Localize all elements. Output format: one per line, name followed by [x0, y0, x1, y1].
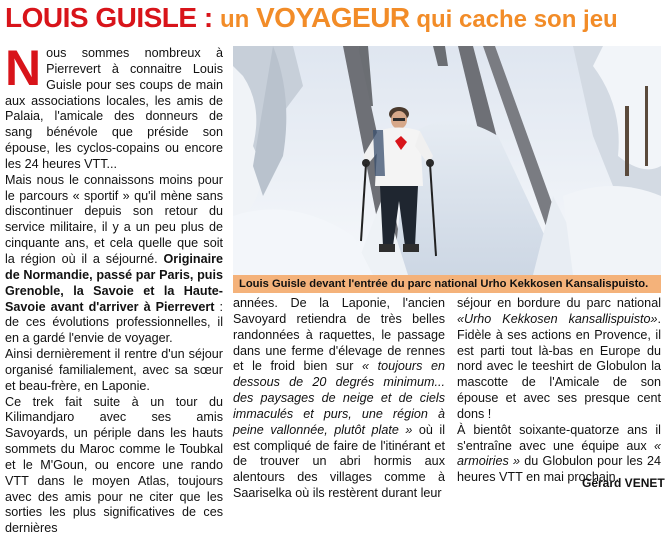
snow-scene-image	[233, 46, 661, 275]
paragraph-parc-b: . Fidèle à ses actions en Provence, il est parti tout là-bas en Europe du nord avec le teeshirt de Globulon la mascotte de l'Amicale de son épouse et avec ses presque cent dons !	[457, 311, 661, 421]
paragraph-laponie: Ainsi dernièrement il rentre d'un séjour organisé familialement, avec sa sœur et beau-frère, en Laponie.	[5, 347, 223, 393]
headline-tail: qui cache son jeu	[409, 6, 618, 33]
headline-word-un: un	[219, 6, 256, 33]
paragraph-sport	[5, 173, 223, 347]
park-name: «Urho Kekkosen kansallispuisto»	[457, 311, 658, 326]
headline-name: LOUIS GUISLE	[5, 2, 197, 33]
paragraph-laponie-a: années. De la Laponie, l'ancien Savoyard retiendra de très belles randonnées à raquettes, le passage dans une ferme d'élevage de rennes et le froid bien sur	[233, 296, 445, 374]
paragraph-parc-a: séjour en bordure du parc national	[457, 296, 661, 310]
headline-colon: :	[196, 2, 220, 33]
author-signature: Gérard VENET	[582, 476, 665, 490]
paragraph-sport-bold: Originaire de Normandie, passé par Paris, puis Grenoble, la Savoie et la Haute-Savoie avant d'arriver à Pierrevert	[5, 251, 223, 314]
paragraph-laponie-b: où il est compliqué de faire de l'itinérant et de trouver un abri hormis aux alentours des villages comme à Saariselka où ils restèrent durant leur	[233, 422, 445, 501]
headline-word-voyageur: VOYAGEUR	[255, 2, 410, 33]
article-column-3	[457, 296, 661, 486]
paragraph-trek: Ce trek fait suite à un tour du Kilimandjaro avec ses amis Savoyards, un périple dans les hauts sommets du Maroc comme le Toubkal et le M'Goun, ou encore une rando VTT dans le moyen Atlas, toujours avec des amis pour ne citer que les sorties les plus significatives de ces dernières	[5, 394, 223, 536]
paragraph-entrainement-b: du Globulon pour les 24 heures VTT en mai prochain.	[457, 454, 661, 485]
paragraph-entrainement-a: À bientôt soixante-quatorze ans il s'entraîne avec une équipe aux	[457, 422, 661, 453]
photo-caption: Louis Guisle devant l'entrée du parc national Urho Kekkosen Kansalispuisto.	[233, 275, 661, 293]
paragraph-sport-a: Mais nous le connaissons moins pour le parcours « sportif » qu'il mène sans discontinuer depuis son retour du service militaire, il y a un peu plus de cinquante ans, et cela quelle que soit la région où il a séjourné.	[5, 172, 223, 266]
paragraph-parc	[457, 296, 661, 423]
paragraph-intro: ous sommes nombreux à Pierrevert à connaitre Louis Guisle pour ses coups de main aux associations locales, les amis de Palaia, l'amicale des donneurs de sang bénévole que préside son épouse, les cyclos-copains ou encore les 24 heures VTT...	[5, 46, 223, 171]
article-column-1	[5, 40, 224, 537]
quote-paysages: « toujours en dessous de 20 degrés minimum... des paysages de neige et de ciels immaculés et purs, une région à peine vallonnée, plutôt plate »	[233, 359, 445, 437]
armoiries: « armoiries »	[457, 438, 661, 469]
paragraph-laponie-detail	[233, 296, 445, 502]
dropcap: N	[5, 40, 42, 96]
headline	[5, 0, 665, 36]
article-column-2	[233, 296, 445, 502]
article-photo	[233, 46, 661, 275]
paragraph-sport-c: : de ces évolutions professionnelles, il en a gardé l'envie de voyager.	[5, 299, 224, 346]
